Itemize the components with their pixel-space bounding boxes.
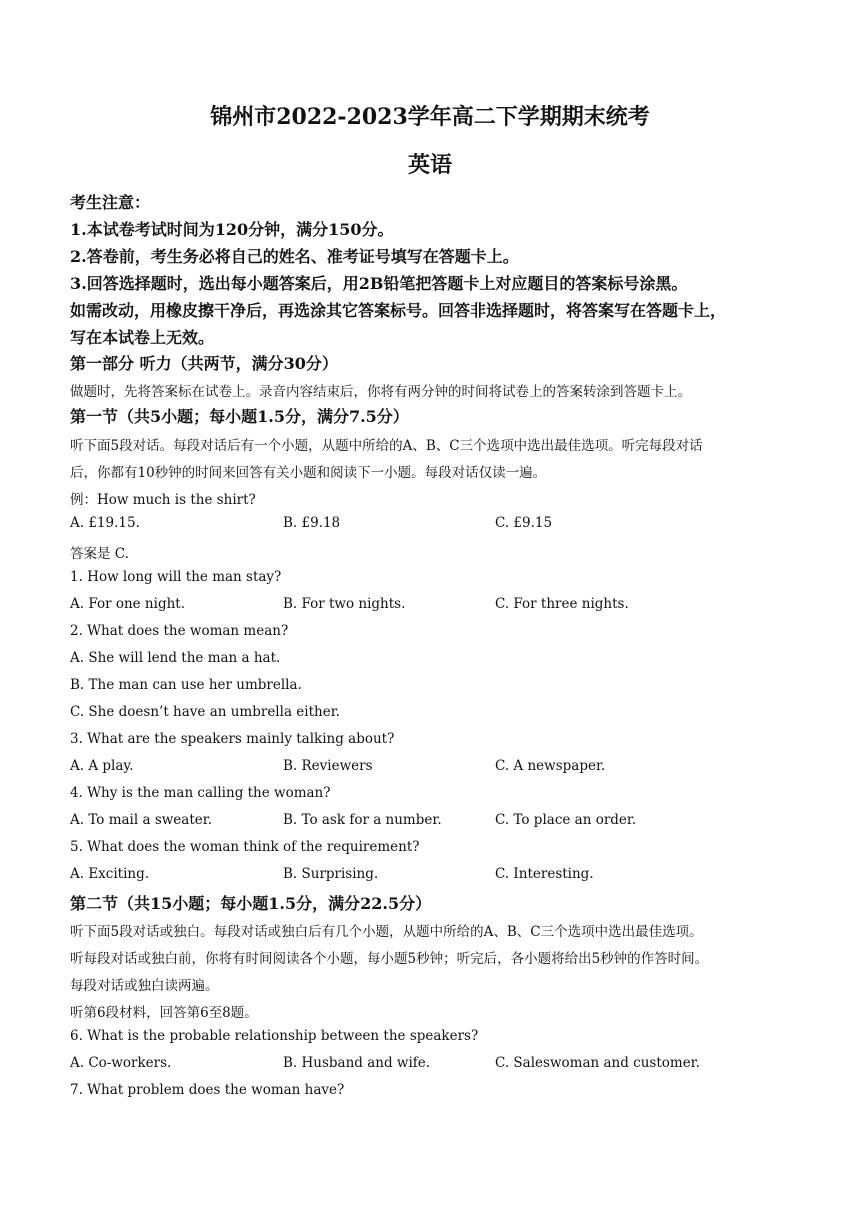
material-6-instruction: 听第6段材料，回答第6至8题。 xyxy=(70,1005,258,1021)
section2-instruction: 听下面5段对话或独白。每段对话或独白后有几个小题，从题中所给的A、B、C三个选项中选出最佳选项。 xyxy=(70,924,703,940)
q6-option-c: C. Saleswoman and customer. xyxy=(495,1055,700,1071)
notice-item: 如需改动，用橡皮擦干净后，再选涂其它答案标号。回答非选择题时，将答案写在答题卡上， xyxy=(70,301,727,320)
part1-heading: 第一部分 听力（共两节，满分30分） xyxy=(70,354,338,373)
notice-item: 2.答卷前，考生务必将自己的姓名、准考证号填写在答题卡上。 xyxy=(70,247,519,266)
example-option-b: B. £9.18 xyxy=(283,515,341,531)
question-3: 3. What are the speakers mainly talking about? xyxy=(70,731,395,747)
q4-option-b: B. To ask for a number. xyxy=(283,812,442,828)
part1-instruction: 做题时，先将答案标在试卷上。录音内容结束后，你将有两分钟的时间将试卷上的答案转涂到答题卡上。 xyxy=(70,384,691,400)
section1-instruction: 后，你都有10秒钟的时间来回答有关小题和阅读下一小题。每段对话仅读一遍。 xyxy=(70,465,547,481)
q2-option-c: C. She doesn’t have an umbrella either. xyxy=(70,704,340,720)
page-title: 锦州市2022-2023学年高二下学期期末统考 xyxy=(210,104,650,130)
section1-heading: 第一节（共5小题；每小题1.5分，满分7.5分） xyxy=(70,407,409,426)
q1-option-b: B. For two nights. xyxy=(283,596,406,612)
section2-instruction: 每段对话或独白读两遍。 xyxy=(70,978,219,994)
question-4: 4. Why is the man calling the woman? xyxy=(70,785,331,801)
section2-instruction: 听每段对话或独白前，你将有时间阅读各个小题，每小题5秒钟；听完后，各小题将给出5秒钟的作答时间。 xyxy=(70,951,709,967)
example-answer: 答案是 C. xyxy=(70,546,129,562)
question-7: 7. What problem does the woman have? xyxy=(70,1082,345,1098)
q3-option-c: C. A newspaper. xyxy=(495,758,606,774)
q4-option-a: A. To mail a sweater. xyxy=(70,812,213,828)
notice-item: 3.回答选择题时，选出每小题答案后，用2B铅笔把答题卡上对应题目的答案标号涂黑。 xyxy=(70,274,688,293)
question-2: 2. What does the woman mean? xyxy=(70,623,289,639)
subject-title: 英语 xyxy=(407,152,452,178)
notice-heading: 考生注意： xyxy=(70,193,151,212)
example-option-a: A. £19.15. xyxy=(70,515,140,531)
notice-item: 1.本试卷考试时间为120分钟，满分150分。 xyxy=(70,220,394,239)
section1-instruction: 听下面5段对话。每段对话后有一个小题，从题中所给的A、B、C三个选项中选出最佳选项。听完每段对话 xyxy=(70,438,703,454)
q1-option-c: C. For three nights. xyxy=(495,596,629,612)
section2-heading: 第二节（共15小题；每小题1.5分，满分22.5分） xyxy=(70,894,432,913)
example-question: 例：How much is the shirt? xyxy=(70,492,256,508)
notice-item: 写在本试卷上无效。 xyxy=(70,328,215,347)
question-6: 6. What is the probable relationship between the speakers? xyxy=(70,1028,479,1044)
q2-option-b: B. The man can use her umbrella. xyxy=(70,677,302,693)
q4-option-c: C. To place an order. xyxy=(495,812,637,828)
q1-option-a: A. For one night. xyxy=(70,596,186,612)
q6-option-a: A. Co-workers. xyxy=(70,1055,172,1071)
question-5: 5. What does the woman think of the requirement? xyxy=(70,839,420,855)
question-1: 1. How long will the man stay? xyxy=(70,569,282,585)
example-option-c: C. £9.15 xyxy=(495,515,553,531)
q2-option-a: A. She will lend the man a hat. xyxy=(70,650,281,666)
q5-option-b: B. Surprising. xyxy=(283,866,379,882)
q3-option-b: B. Reviewers xyxy=(283,758,373,774)
q6-option-b: B. Husband and wife. xyxy=(283,1055,431,1071)
q5-option-a: A. Exciting. xyxy=(70,866,150,882)
q5-option-c: C. Interesting. xyxy=(495,866,594,882)
q3-option-a: A. A play. xyxy=(70,758,134,774)
